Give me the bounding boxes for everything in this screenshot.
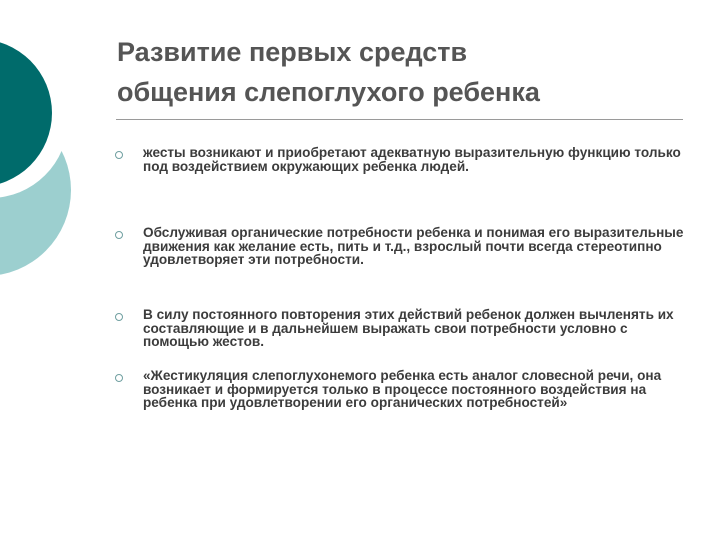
decorative-circles [0, 0, 90, 300]
bullet-text-3: В силу постоянного повторения этих действий ребенок должен вычленять их составляющие и в дальнейшем выражать свои потребности условно с помощью жестов. [143, 307, 674, 349]
title-line-1: Развитие первых средств [117, 37, 468, 67]
bullet-item-3 [112, 308, 687, 369]
bullet-item-4 [112, 369, 687, 410]
bullet-item-1 [112, 146, 687, 226]
bullet-item-2 [112, 226, 687, 308]
bullet-circle-icon [115, 151, 123, 159]
title-divider [116, 119, 683, 120]
bullet-text-1: жесты возникают и приобретают адекватную выразительную функцию только под воздействием окружающих ребенка людей. [143, 145, 681, 174]
title-line-2: общения слепоглухого ребенка [117, 77, 540, 107]
bullet-text-2: Обслуживая органические потребности ребенка и понимая его выразительные движения как желание есть, пить и т.д., взрослый почти всегда стереотипно удовлетворяет эти потребности. [143, 225, 684, 267]
bullet-circle-icon [115, 231, 123, 239]
slide-title [117, 32, 697, 112]
bullet-text-4: «Жестикуляция слепоглухонемого ребенка есть аналог словесной речи, она возникает и формируется только в процессе постоянного воздействия на ребенка при удовлетворении его органических потребностей» [143, 368, 662, 410]
bullet-list [112, 146, 687, 410]
bullet-circle-icon [115, 374, 123, 382]
bullet-circle-icon [115, 313, 123, 321]
